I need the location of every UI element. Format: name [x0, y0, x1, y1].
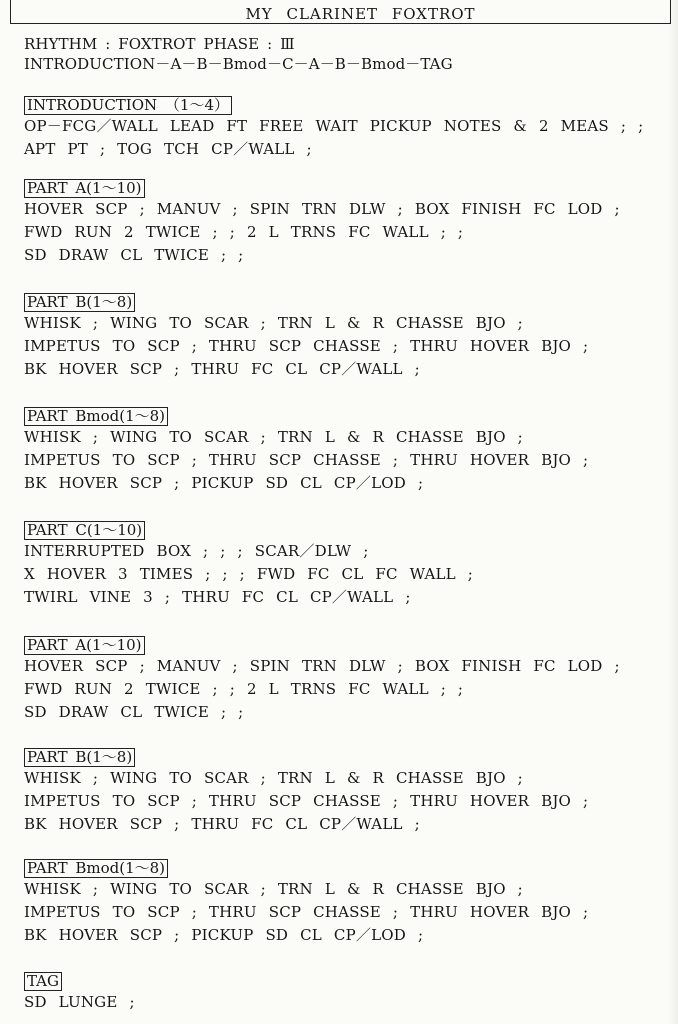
section-label: PART C(1～10)	[24, 521, 145, 540]
section-label: PART Bmod(1～8)	[24, 407, 168, 426]
step-line: IMPETUS TO SCP ; THRU SCP CHASSE ; THRU HOVER BJO ;	[24, 451, 589, 469]
step-line: SD LUNGE ;	[24, 993, 135, 1011]
section-part-bmod	[24, 406, 664, 495]
section-part-b-repeat	[24, 747, 664, 836]
step-line: HOVER SCP ; MANUV ; SPIN TRN DLW ; BOX FINISH FC LOD ;	[24, 200, 620, 218]
step-line: TWIRL VINE 3 ; THRU FC CL CP／WALL ;	[24, 588, 411, 606]
step-line: IMPETUS TO SCP ; THRU SCP CHASSE ; THRU HOVER BJO ;	[24, 792, 589, 810]
step-line: OP－FCG／WALL LEAD FT FREE WAIT PICKUP NOTES & 2 MEAS ; ;	[24, 117, 644, 135]
rhythm-phase-line: RHYTHM : FOXTROT PHASE : Ⅲ	[24, 35, 295, 53]
step-line: SD DRAW CL TWICE ; ;	[24, 703, 244, 721]
step-line: WHISK ; WING TO SCAR ; TRN L & R CHASSE BJO ;	[24, 428, 523, 446]
section-introduction	[24, 95, 664, 161]
step-line: WHISK ; WING TO SCAR ; TRN L & R CHASSE BJO ;	[24, 880, 523, 898]
section-label: PART B(1～8)	[24, 748, 135, 767]
section-label: PART A(1～10)	[24, 179, 145, 198]
section-part-c	[24, 520, 664, 609]
section-part-a	[24, 178, 664, 267]
step-line: HOVER SCP ; MANUV ; SPIN TRN DLW ; BOX FINISH FC LOD ;	[24, 657, 620, 675]
step-line: IMPETUS TO SCP ; THRU SCP CHASSE ; THRU HOVER BJO ;	[24, 903, 589, 921]
step-line: APT PT ; TOG TCH CP／WALL ;	[24, 140, 312, 158]
step-line: BK HOVER SCP ; PICKUP SD CL CP／LOD ;	[24, 474, 424, 492]
sequence-line: INTRODUCTION－A－B－Bmod－C－A－B－Bmod－TAG	[24, 55, 453, 73]
section-label: TAG	[24, 972, 62, 991]
section-tag	[24, 971, 664, 1014]
step-line: INTERRUPTED BOX ; ; ; SCAR／DLW ;	[24, 542, 369, 560]
step-line: BK HOVER SCP ; THRU FC CL CP／WALL ;	[24, 360, 420, 378]
step-line: BK HOVER SCP ; PICKUP SD CL CP／LOD ;	[24, 926, 424, 944]
step-line: WHISK ; WING TO SCAR ; TRN L & R CHASSE BJO ;	[24, 769, 523, 787]
step-line: X HOVER 3 TIMES ; ; ; FWD FC CL FC WALL ;	[24, 565, 474, 583]
page-edge-shade	[668, 0, 678, 1024]
section-part-a-repeat	[24, 635, 664, 724]
section-label: PART B(1～8)	[24, 293, 135, 312]
step-line: SD DRAW CL TWICE ; ;	[24, 246, 244, 264]
step-line: BK HOVER SCP ; THRU FC CL CP／WALL ;	[24, 815, 420, 833]
section-part-b	[24, 292, 664, 381]
step-line: FWD RUN 2 TWICE ; ; 2 L TRNS FC WALL ; ;	[24, 223, 464, 241]
section-label: INTRODUCTION （1～4）	[24, 96, 232, 115]
step-line: WHISK ; WING TO SCAR ; TRN L & R CHASSE BJO ;	[24, 314, 523, 332]
step-line: IMPETUS TO SCP ; THRU SCP CHASSE ; THRU HOVER BJO ;	[24, 337, 589, 355]
section-label: PART Bmod(1～8)	[24, 859, 168, 878]
section-label: PART A(1～10)	[24, 636, 145, 655]
page-title: MY CLARINET FOXTROT	[245, 5, 476, 23]
title-bar	[10, 0, 671, 24]
step-line: FWD RUN 2 TWICE ; ; 2 L TRNS FC WALL ; ;	[24, 680, 464, 698]
section-part-bmod-repeat	[24, 858, 664, 947]
